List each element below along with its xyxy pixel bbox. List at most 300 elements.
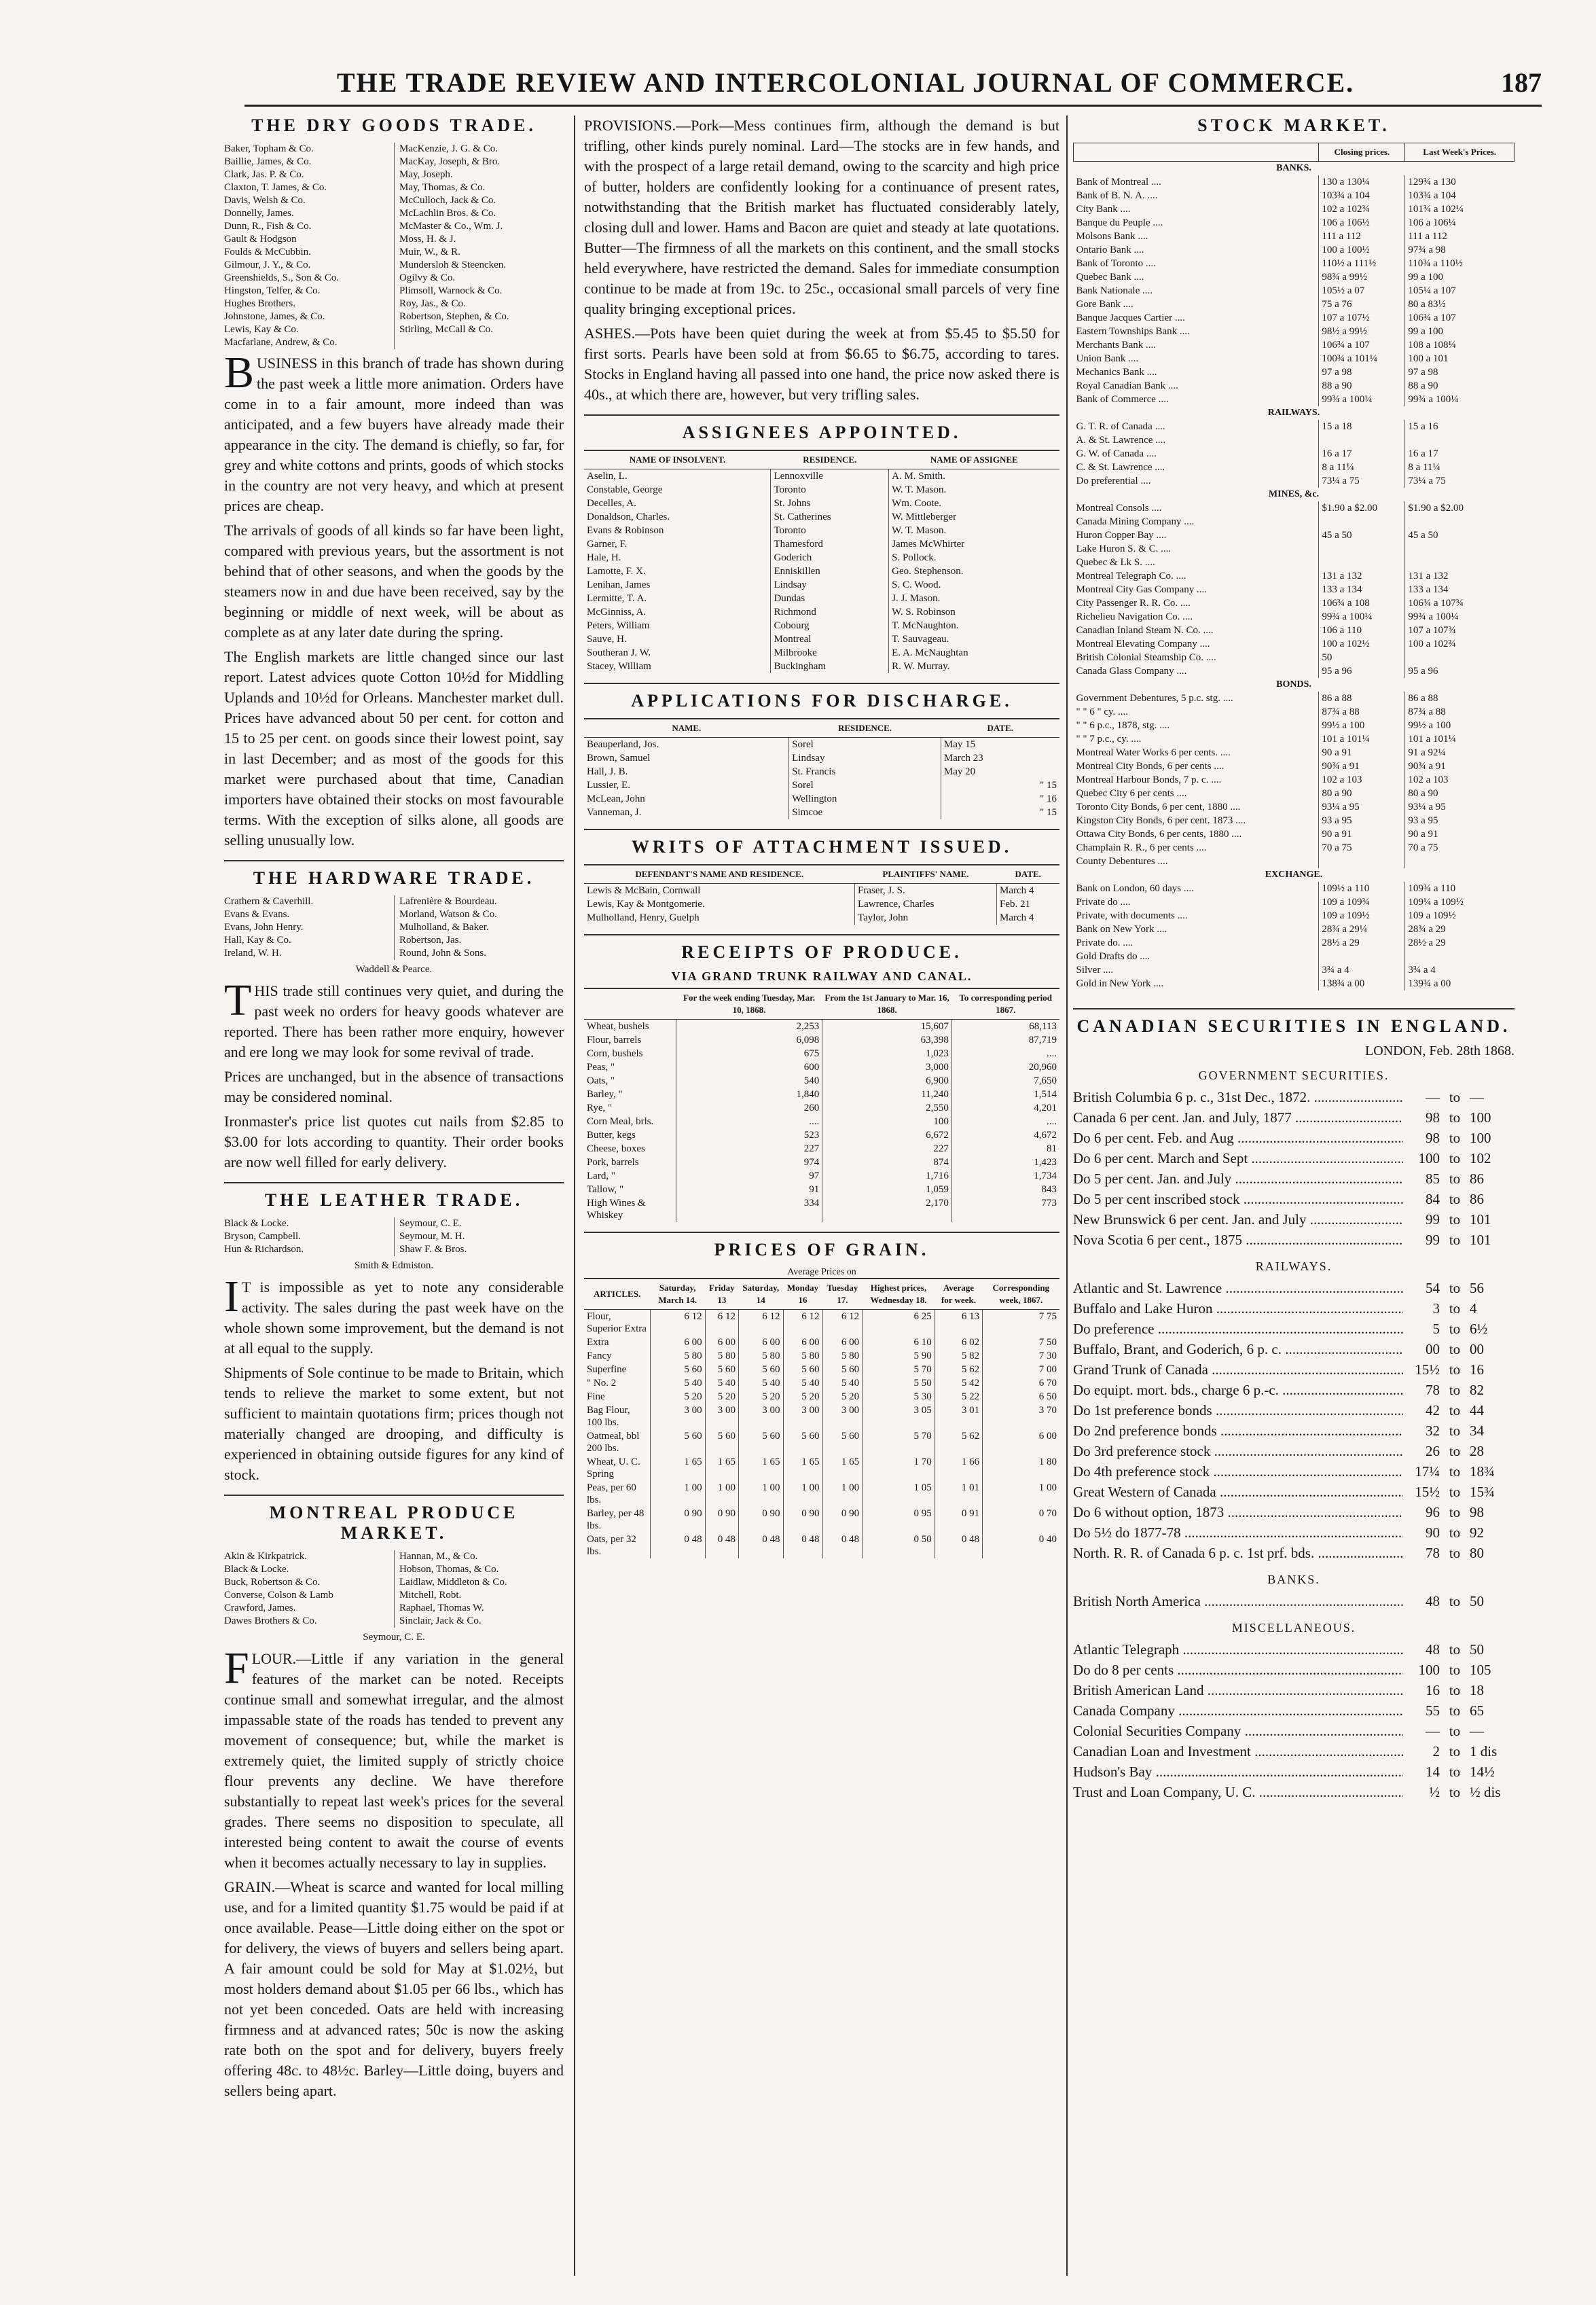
security-to: to <box>1449 1130 1461 1146</box>
table-cell: 6 00 <box>738 1336 783 1349</box>
stock-last-week: 101 a 101¼ <box>1405 732 1515 746</box>
table-row <box>584 592 1059 605</box>
stock-last-week <box>1405 556 1515 569</box>
table-row <box>584 1074 1059 1088</box>
table-cell: 0 48 <box>935 1533 982 1558</box>
security-low: 16 <box>1426 1682 1440 1698</box>
stock-last-week <box>1405 542 1515 556</box>
table-cell: 1 01 <box>935 1481 982 1507</box>
stock-name: Bank of Montreal .... <box>1076 177 1161 187</box>
firm-name: Bryson, Campbell. <box>224 1231 301 1242</box>
firm-name: Baillie, James, & Co. <box>224 156 312 167</box>
firm-name: Plimsoll, Warnock & Co. <box>399 285 503 296</box>
stock-row <box>1074 542 1515 556</box>
stock-name: Canada Glass Company .... <box>1076 666 1187 677</box>
table-cell: Donaldson, Charles. <box>587 512 670 522</box>
security-to: to <box>1449 1341 1461 1357</box>
stock-last-week <box>1405 651 1515 664</box>
table-cell: Brown, Samuel <box>587 753 651 764</box>
column-header: To corresponding period 1867. <box>951 988 1059 1020</box>
security-name: British Columbia 6 p. c., 31st Dec., 1872. ..... <box>1073 1087 1403 1107</box>
security-row <box>1073 1741 1515 1762</box>
security-name: Do 2nd preference bonds ..... <box>1073 1420 1403 1441</box>
stock-last-week: 99¾ a 100¼ <box>1405 393 1515 406</box>
table-cell: Vanneman, J. <box>587 807 642 818</box>
table-row <box>584 1101 1059 1115</box>
table-cell: S. C. Wood. <box>889 578 1059 592</box>
stock-name: " " 6 " cy. .... <box>1076 707 1129 717</box>
stock-row <box>1074 420 1515 433</box>
table-cell: 5 70 <box>863 1363 935 1376</box>
column-header: ARTICLES. <box>584 1279 650 1310</box>
table-row <box>584 1183 1059 1196</box>
stock-last-week: 131 a 132 <box>1405 569 1515 583</box>
produce-firms <box>224 1550 564 1628</box>
table-cell: 5 40 <box>738 1376 783 1390</box>
security-name: Do 6 per cent. March and Sept ..... <box>1073 1148 1403 1168</box>
firm-name: Muir, W., & R. <box>399 247 460 257</box>
security-name: Atlantic Telegraph ..... <box>1073 1639 1403 1660</box>
column-header: Closing prices. <box>1319 143 1405 162</box>
stock-closing: 100 a 100½ <box>1319 243 1405 257</box>
table-cell: Peas, " <box>587 1062 615 1073</box>
table-cell: Aselin, L. <box>587 471 628 482</box>
writs-heading: WRITS OF ATTACHMENT ISSUED. <box>584 829 1059 857</box>
security-row <box>1073 1420 1515 1441</box>
security-to: to <box>1449 1484 1461 1500</box>
table-cell: Lermitte, T. A. <box>587 593 647 604</box>
stock-name: Montreal City Bonds, 6 per cents .... <box>1076 761 1225 772</box>
table-cell: Lewis & McBain, Cornwall <box>587 885 701 896</box>
firm-name: Stirling, McCall & Co. <box>399 324 493 335</box>
column-header: DEFENDANT'S NAME AND RESIDENCE. <box>584 865 854 884</box>
table-row <box>584 1020 1059 1034</box>
stock-name: Bank of Commerce .... <box>1076 394 1169 405</box>
stock-last-week: 103¾ a 104 <box>1405 189 1515 202</box>
security-name: Nova Scotia 6 per cent., 1875 ..... <box>1073 1230 1403 1250</box>
stock-closing: 102 a 102¾ <box>1319 202 1405 216</box>
table-row <box>584 1363 1059 1376</box>
table-row <box>584 497 1059 510</box>
table-cell: 6 13 <box>935 1310 982 1336</box>
table-cell: Lard, " <box>587 1171 615 1181</box>
stock-closing: 88 a 90 <box>1319 379 1405 393</box>
table-header-row <box>584 1279 1059 1310</box>
stock-closing: 131 a 132 <box>1319 569 1405 583</box>
stock-row <box>1074 583 1515 596</box>
security-name: Do 6 without option, 1873 ..... <box>1073 1502 1403 1522</box>
stock-last-week: 111 a 112 <box>1405 230 1515 243</box>
receipts-heading: RECEIPTS OF PRODUCE. <box>584 934 1059 963</box>
table-cell: Evans & Robinson <box>587 525 664 536</box>
table-cell: Lamotte, F. X. <box>587 566 646 577</box>
table-cell: 6 12 <box>650 1310 705 1336</box>
stock-name: Gore Bank .... <box>1076 299 1133 310</box>
table-cell: 1 66 <box>935 1455 982 1481</box>
firm-name: Johnstone, James, & Co. <box>224 311 325 322</box>
security-row <box>1073 1298 1515 1319</box>
security-high: 00 <box>1470 1341 1484 1357</box>
table-cell: Extra <box>587 1337 609 1348</box>
firm-name: May, Thomas, & Co. <box>399 182 486 193</box>
stock-row <box>1074 773 1515 787</box>
table-cell: 1 00 <box>705 1481 738 1507</box>
table-row <box>584 524 1059 537</box>
stock-row <box>1074 189 1515 202</box>
table-cell: 20,960 <box>951 1060 1059 1074</box>
stock-last-week: 107 a 107¾ <box>1405 624 1515 637</box>
table-row <box>584 1033 1059 1047</box>
stock-last-week: 95 a 96 <box>1405 664 1515 678</box>
table-cell: Enniskillen <box>771 565 889 578</box>
stock-name: Canadian Inland Steam N. Co. .... <box>1076 625 1214 636</box>
security-to: to <box>1449 1524 1461 1541</box>
stock-last-week: 100 a 101 <box>1405 352 1515 365</box>
security-row <box>1073 1700 1515 1721</box>
table-cell: 0 48 <box>738 1533 783 1558</box>
security-high: — <box>1470 1723 1484 1739</box>
firm-name: McMaster & Co., Wm. J. <box>399 221 503 232</box>
table-row <box>584 1047 1059 1060</box>
security-low: — <box>1426 1723 1440 1739</box>
firm-name: Foulds & McCubbin. <box>224 247 311 257</box>
security-high: 50 <box>1470 1593 1484 1609</box>
firm-name: Mitchell, Robt. <box>399 1590 462 1601</box>
stock-section-name: RAILWAYS. <box>1267 408 1320 418</box>
stock-name: Government Debentures, 5 p.c. stg. .... <box>1076 693 1233 704</box>
table-row <box>584 1404 1059 1429</box>
table-cell: Oats, per 32 lbs. <box>587 1534 636 1557</box>
security-row <box>1073 1087 1515 1107</box>
stock-name: Banque Jacques Cartier .... <box>1076 312 1185 323</box>
security-name: New Brunswick 6 per cent. Jan. and July ..... <box>1073 1209 1403 1230</box>
article-paragraph: PROVISIONS.—Pork—Mess continues firm, although the demand is but trifling, other kinds purely nominal. Lard—The stocks are in few hands, and with the prospect of a large retail demand, owing to the scarcity and high price of butter, holders are confidently looking for a continuance of present rates, notwithstanding that the British market has fluctuated considerably lately, closing dull and lower. Hams and Bacon are quiet and steady at late quotations. Butter—The firmness of all the markets on this continent, and the small stocks held everywhere, have restricted the demand. Sales for immediate consumption continue to be made at from 19c. to 25c., occasional small parcels of very fine quality bringing exceptional prices. <box>584 117 1059 317</box>
table-cell: 6 12 <box>783 1310 822 1336</box>
security-name: Hudson's Bay ..... <box>1073 1762 1403 1782</box>
security-high: 100 <box>1470 1130 1491 1146</box>
firm-name: Claxton, T. James, & Co. <box>224 182 327 193</box>
stock-row <box>1074 325 1515 338</box>
stock-closing: 130 a 130¼ <box>1319 175 1405 189</box>
table-cell: 5 20 <box>822 1390 863 1404</box>
table-cell: Toronto <box>771 483 889 497</box>
stock-last-week: 90¾ a 91 <box>1405 760 1515 773</box>
table-row <box>584 779 1059 792</box>
firm-name: Hun & Richardson. <box>224 1244 304 1255</box>
table-cell: Lennoxville <box>771 469 889 484</box>
table-cell: 7 75 <box>983 1310 1059 1336</box>
stock-last-week: 99 a 100 <box>1405 270 1515 284</box>
stock-name: Private do. .... <box>1076 937 1133 948</box>
stock-row <box>1074 461 1515 474</box>
table-cell: 5 50 <box>863 1376 935 1390</box>
stock-row <box>1074 950 1515 963</box>
security-row <box>1073 1128 1515 1148</box>
security-low: 98 <box>1426 1130 1440 1146</box>
table-cell: Garner, F. <box>587 539 628 550</box>
running-head <box>244 62 1542 107</box>
table-cell: Constable, George <box>587 484 663 495</box>
firm-name: Baker, Topham & Co. <box>224 143 314 154</box>
table-cell: 5 40 <box>650 1376 705 1390</box>
table-cell: 4,201 <box>951 1101 1059 1115</box>
stock-last-week: 80 a 83½ <box>1405 298 1515 311</box>
table-cell: 5 60 <box>650 1363 705 1376</box>
security-name: British American Land ..... <box>1073 1680 1403 1700</box>
table-cell: 1 05 <box>863 1481 935 1507</box>
table-cell: Cheese, boxes <box>587 1143 645 1154</box>
security-low: 78 <box>1426 1545 1440 1561</box>
table-cell: Hall, J. B. <box>587 766 628 777</box>
firm-name: Raphael, Thomas W. <box>399 1603 484 1613</box>
column-right <box>1073 115 1515 2289</box>
table-cell: 3 70 <box>983 1404 1059 1429</box>
table-cell: 5 60 <box>822 1429 863 1455</box>
stock-name: Bank Nationale .... <box>1076 285 1153 296</box>
table-row <box>584 738 1059 752</box>
table-cell: 5 62 <box>935 1363 982 1376</box>
stock-name: Quebec & Lk S. .... <box>1076 557 1155 568</box>
firm-name: Sinclair, Jack & Co. <box>399 1615 482 1626</box>
stock-last-week: 97 a 98 <box>1405 365 1515 379</box>
firm-name: Crathern & Caverhill. <box>224 896 314 907</box>
table-cell: 3 00 <box>650 1404 705 1429</box>
table-cell: Toronto <box>771 524 889 537</box>
column-header: RESIDENCE. <box>789 719 941 738</box>
security-low: 26 <box>1426 1443 1440 1459</box>
column-header: RESIDENCE. <box>771 450 889 469</box>
stock-last-week: 109¾ a 110 <box>1405 882 1515 895</box>
table-cell: St. Francis <box>789 765 941 779</box>
security-low: 00 <box>1426 1341 1440 1357</box>
table-cell: 6 00 <box>983 1429 1059 1455</box>
stock-last-week: 106¾ a 107¾ <box>1405 596 1515 610</box>
table-cell: Dundas <box>771 592 889 605</box>
security-low: 84 <box>1426 1191 1440 1207</box>
security-name: Do 1st preference bonds ..... <box>1073 1400 1403 1420</box>
table-cell: Sorel <box>789 738 941 752</box>
article-paragraph: ASHES.—Pots have been quiet during the week at from $5.45 to $5.50 for first sorts. Pearls have been sold at from $6.65 to $6.75, according to tares. Stocks in England having all passed into one hand, the price now asked there is 40s., at which there are, however, but very trifling sales. <box>584 325 1059 403</box>
column-header <box>1074 143 1319 162</box>
stock-last-week: $1.90 a $2.00 <box>1405 501 1515 515</box>
dry-goods-heading: THE DRY GOODS TRADE. <box>251 115 537 135</box>
table-cell: Wellington <box>789 792 941 806</box>
article-paragraph: I T is impossible as yet to note any considerable activity. The sales during the past week have on the whole shown some improvement, but the demand is not at all equal to the supply. <box>224 1272 564 1357</box>
stock-name: City Bank .... <box>1076 204 1131 215</box>
stock-name: Kingston City Bonds, 6 per cent. 1873 .... <box>1076 815 1246 826</box>
table-row <box>584 1507 1059 1533</box>
table-cell: St. Johns <box>771 497 889 510</box>
table-cell: 1 80 <box>983 1455 1059 1481</box>
receipts-table <box>584 988 1059 1222</box>
security-to: to <box>1449 1089 1461 1105</box>
stock-name: Montreal Telegraph Co. .... <box>1076 571 1186 582</box>
security-low: — <box>1426 1089 1440 1105</box>
security-to: to <box>1449 1191 1461 1207</box>
table-cell: Fine <box>587 1391 605 1402</box>
security-low: 48 <box>1426 1593 1440 1609</box>
table-cell: 1,059 <box>822 1183 952 1196</box>
table-cell: 6,672 <box>822 1128 952 1142</box>
stock-row <box>1074 393 1515 406</box>
table-cell: 0 40 <box>983 1533 1059 1558</box>
firm-name: Greenshields, S., Son & Co. <box>224 272 340 283</box>
table-cell: 0 48 <box>822 1533 863 1558</box>
stock-section-name: EXCHANGE. <box>1265 870 1323 880</box>
table-cell: 6,900 <box>822 1074 952 1088</box>
stock-closing <box>1319 515 1405 529</box>
stock-closing: 3¾ a 4 <box>1319 963 1405 977</box>
stock-last-week: 139¾ a 00 <box>1405 977 1515 990</box>
stock-last-week: 73¼ a 75 <box>1405 474 1515 488</box>
assignees-table <box>584 450 1059 673</box>
column-header: NAME OF INSOLVENT. <box>584 450 771 469</box>
stock-section-row <box>1074 406 1515 420</box>
stock-name: Ontario Bank .... <box>1076 245 1144 255</box>
stock-last-week: 45 a 50 <box>1405 529 1515 542</box>
stock-closing: 106 a 106½ <box>1319 216 1405 230</box>
table-cell: 5 60 <box>783 1363 822 1376</box>
stock-closing: 106¾ a 108 <box>1319 596 1405 610</box>
drop-cap: F <box>224 1643 249 1693</box>
security-row <box>1073 1107 1515 1128</box>
stock-last-week: 129¾ a 130 <box>1405 175 1515 189</box>
table-cell: Barley, per 48 lbs. <box>587 1508 645 1531</box>
table-cell: T. Sauvageau. <box>889 632 1059 646</box>
table-cell: 0 90 <box>822 1507 863 1533</box>
article-paragraph: Ironmaster's price list quotes cut nails from $2.85 to $3.00 for lots according to quantity. Their order books are now well filled for early delivery. <box>224 1113 564 1171</box>
security-high: 18¾ <box>1470 1463 1495 1480</box>
security-to: to <box>1449 1443 1461 1459</box>
security-low: 14 <box>1426 1764 1440 1780</box>
table-cell: Wheat, bushels <box>587 1021 649 1032</box>
stock-closing: 106¾ a 107 <box>1319 338 1405 352</box>
table-cell: 6 12 <box>822 1310 863 1336</box>
table-cell: Fraser, J. S. <box>854 884 996 898</box>
stock-last-week <box>1405 950 1515 963</box>
stock-name: Eastern Townships Bank .... <box>1076 326 1190 337</box>
firm-name: Roy, Jas., & Co. <box>399 298 466 309</box>
table-cell: 5 80 <box>705 1349 738 1363</box>
table-cell: 227 <box>822 1142 952 1156</box>
table-cell: Wheat, U. C. Spring <box>587 1457 640 1480</box>
table-cell: Peas, per 60 lbs. <box>587 1482 636 1505</box>
table-cell: 5 60 <box>705 1363 738 1376</box>
firm-name: Gilmour, J. Y., & Co. <box>224 260 311 270</box>
table-row <box>584 1142 1059 1156</box>
security-high: — <box>1470 1089 1484 1105</box>
column-rule <box>1066 115 1068 2276</box>
stock-name: Quebec Bank .... <box>1076 272 1144 283</box>
security-high: 14½ <box>1470 1764 1495 1780</box>
security-high: 28 <box>1470 1443 1484 1459</box>
stock-closing: 109 a 109½ <box>1319 909 1405 923</box>
table-cell: 974 <box>676 1156 822 1169</box>
stock-closing: 109 a 109¾ <box>1319 895 1405 909</box>
security-high: 98 <box>1470 1504 1484 1520</box>
table-cell: S. Pollock. <box>889 551 1059 565</box>
table-row <box>584 1336 1059 1349</box>
security-high: 101 <box>1470 1232 1491 1248</box>
stock-row <box>1074 447 1515 461</box>
table-row <box>584 1390 1059 1404</box>
security-low: 42 <box>1426 1402 1440 1418</box>
stock-row <box>1074 216 1515 230</box>
table-cell: Stacey, William <box>587 661 651 672</box>
table-cell: 15,607 <box>822 1020 952 1034</box>
table-row <box>584 632 1059 646</box>
firm-name: MacKenzie, J. G. & Co. <box>399 143 498 154</box>
firm-name: Seymour, C. E. <box>399 1218 462 1229</box>
stock-row <box>1074 365 1515 379</box>
stock-closing: 99¾ a 100¼ <box>1319 393 1405 406</box>
security-high: 100 <box>1470 1109 1491 1126</box>
stock-last-week <box>1405 433 1515 447</box>
firm-name: Ireland, W. H. <box>224 948 282 959</box>
table-cell: 1,840 <box>676 1088 822 1101</box>
table-cell: 334 <box>676 1196 822 1222</box>
stock-closing: 90 a 91 <box>1319 746 1405 760</box>
table-cell: 63,398 <box>822 1033 952 1047</box>
security-name: North. R. R. of Canada 6 p. c. 1st prf. bds. ..... <box>1073 1543 1403 1563</box>
page-number: 187 <box>1501 67 1542 98</box>
stock-last-week: 3¾ a 4 <box>1405 963 1515 977</box>
security-low: 85 <box>1426 1171 1440 1187</box>
stock-closing: 100¾ a 101¼ <box>1319 352 1405 365</box>
stock-closing: 99½ a 100 <box>1319 719 1405 732</box>
security-low: 99 <box>1426 1232 1440 1248</box>
security-name: Canadian Loan and Investment ..... <box>1073 1741 1403 1762</box>
security-high: 16 <box>1470 1361 1484 1378</box>
column-header: DATE. <box>996 865 1059 884</box>
stock-closing: 109½ a 110 <box>1319 882 1405 895</box>
table-cell: 2,253 <box>676 1020 822 1034</box>
security-row <box>1073 1762 1515 1782</box>
stock-section-row <box>1074 678 1515 692</box>
security-row <box>1073 1721 1515 1741</box>
table-cell: Feb. 21 <box>996 897 1059 911</box>
stock-row <box>1074 664 1515 678</box>
table-cell: Flour, Superior Extra <box>587 1311 647 1334</box>
security-high: 86 <box>1470 1191 1484 1207</box>
table-cell: 0 48 <box>783 1533 822 1558</box>
security-to: to <box>1449 1423 1461 1439</box>
table-cell: Butter, kegs <box>587 1130 636 1141</box>
stock-name: Bank on New York .... <box>1076 924 1167 935</box>
stock-name: Montreal Harbour Bonds, 7 p. c. .... <box>1076 774 1222 785</box>
table-cell: Decelles, A. <box>587 498 636 509</box>
stock-name: Private, with documents .... <box>1076 910 1188 921</box>
table-cell: 7 50 <box>983 1336 1059 1349</box>
firm-name: Evans, John Henry. <box>224 922 304 933</box>
stock-name: Mechanics Bank .... <box>1076 367 1157 378</box>
table-cell: W. Mittleberger <box>889 510 1059 524</box>
security-to: to <box>1449 1321 1461 1337</box>
stock-last-week: 99½ a 100 <box>1405 719 1515 732</box>
security-high: 1 dis <box>1470 1743 1498 1759</box>
column-header: For the week ending Tuesday, Mar. 10, 1868. <box>676 988 822 1020</box>
firm-name: Black & Locke. <box>224 1564 289 1575</box>
table-cell: 5 20 <box>650 1390 705 1404</box>
stock-row <box>1074 800 1515 814</box>
security-to: to <box>1449 1662 1461 1678</box>
firm-name: Black & Locke. <box>224 1218 289 1229</box>
stock-closing <box>1319 433 1405 447</box>
table-row <box>584 911 1059 925</box>
table-cell: 1 65 <box>822 1455 863 1481</box>
table-cell: 97 <box>676 1169 822 1183</box>
table-cell: 0 91 <box>935 1507 982 1533</box>
